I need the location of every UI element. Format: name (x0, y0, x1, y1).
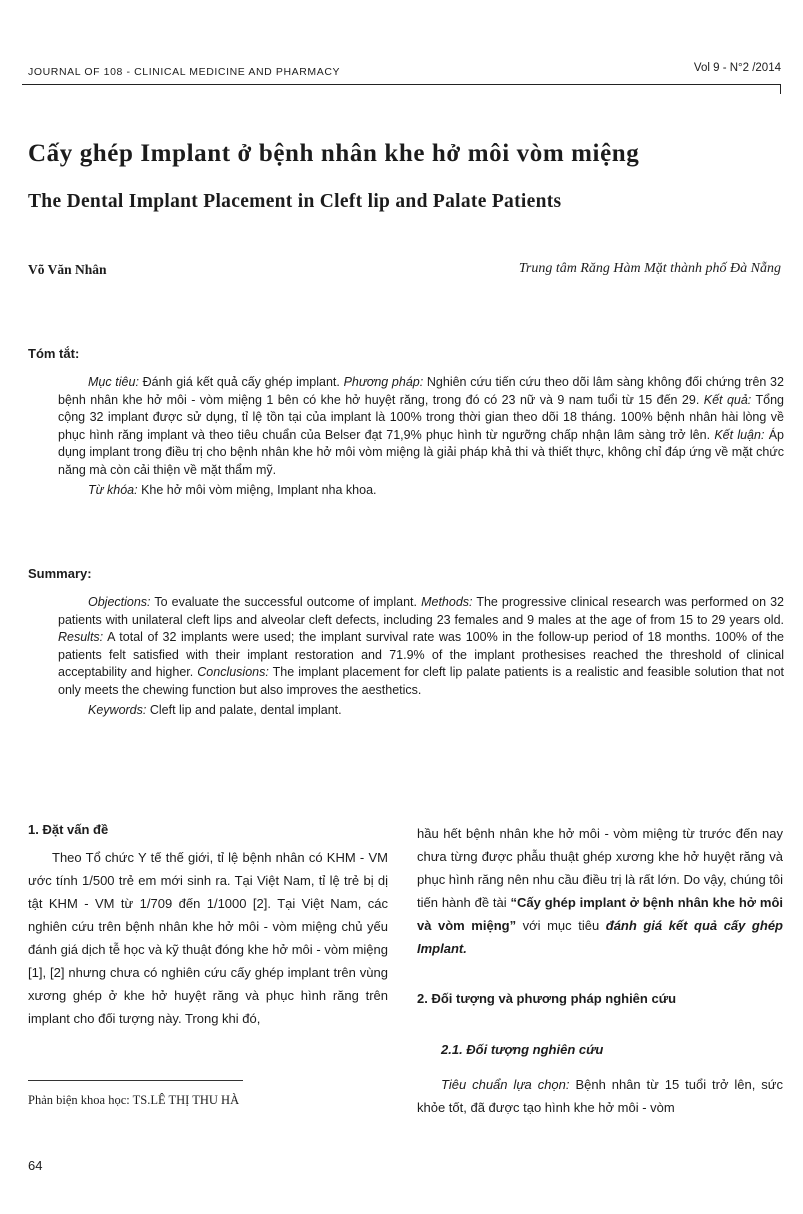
ketluan-text: Áp dụng implant trong điều trị cho bệnh nhân khe hở môi vòm miệng là giải pháp khả thi và thiết thực, không chỉ đáp ứng về mặt chức năng mà còn cải thiện về mặt thẩm mỹ. (58, 427, 784, 477)
tomtat-keywords (58, 482, 784, 500)
header-rule-tick (780, 84, 781, 94)
section1-paragraph: Theo Tổ chức Y tế thế giới, tỉ lệ bệnh nhân có KHM - VM ước tính 1/500 trẻ em mới sinh ra. Tại Việt Nam, tỉ lệ trẻ bị dị tật KHM - VM từ 1/709 đến 1/1000 [2]. Tại Việt Nam, các nghiên cứu trên bệnh nhân khe hở môi - vòm miệng chủ yếu đánh giá dịch tễ học và kỹ thuật đóng khe hở môi - vòm miệng [1], [2] nhưng chưa có nghiên cứu cấy ghép implant trên vùng xương ghép ở khe hở huyệt răng và phục hình răng trên implant cho đối tượng này. Trong khi đó, (28, 850, 388, 1026)
results-text: A total of 32 implants were used; the implant survival rate was 100% in the follow-up period of 18 months. 100% of the patients felt satisfied with their implant restoration and 71.9% of the implant prothesises reached the threshold of clinical acceptability and higher. (58, 630, 784, 680)
header-rule (22, 84, 781, 85)
tomtat-heading: Tóm tắt: (28, 346, 80, 361)
study-goal: đánh giá kết quả cấy ghép Implant. (417, 918, 783, 956)
muctieu-label: Mục tiêu: (88, 375, 139, 389)
right-column (417, 822, 783, 1119)
section1-body (28, 846, 388, 1030)
muctieu-text: Đánh giá kết quả cấy ghép implant. (142, 375, 340, 389)
tomtat-abstract (58, 374, 784, 499)
summary-abstract (58, 594, 784, 719)
reviewer-footnote: Phản biện khoa học: TS.LÊ THỊ THU HÀ (28, 1093, 240, 1107)
page-number: 64 (28, 1158, 43, 1173)
author-name: Võ Văn Nhân (28, 262, 107, 277)
author-affiliation: Trung tâm Răng Hàm Mặt thành phố Đà Nẵng (518, 261, 781, 276)
methods-text: The progressive clinical research was performed on 32 patients with unilateral cleft lips and alveolar cleft defects, including 23 females and 9 males at the age of from 15 to 29 years old. (58, 595, 784, 627)
criteria-paragraph (417, 1073, 783, 1119)
criteria-label: Tiêu chuẩn lựa chọn: (441, 1077, 570, 1092)
summary-body (58, 594, 784, 700)
objections-text: To evaluate the successful outcome of implant. (154, 595, 418, 609)
ketqua-label: Kết quả: (703, 392, 752, 407)
continuation-paragraph (417, 822, 783, 960)
phuongphap-label: Phương pháp: (343, 375, 424, 389)
continuation-text: hầu hết bệnh nhân khe hở môi - vòm miệng từ trước đến nay chưa từng được phẫu thuật ghép xương khe hở huyệt răng và phục hình răng nên nhu cầu điều trị là rất lớn. Do vậy, chúng tôi tiến hành đề tài (417, 826, 784, 910)
journal-name: JOURNAL OF 108 - CLINICAL MEDICINE AND PHARMACY (28, 66, 341, 78)
tukhoa-label: Từ khóa: (88, 482, 138, 497)
criteria-text: Bệnh nhân từ 15 tuổi trở lên, sức khỏe tốt, đã được tạo hình khe hở môi - vòm (417, 1077, 783, 1115)
ketqua-text: Tổng cộng 32 implant được sử dụng, tỉ lệ tồn tại của implant là 100% trong thời gian theo dõi 18 tháng. 100% bệnh nhân hài lòng về phục hình răng implant và theo tiêu chuẩn của Belser đạt 71,9% phục hình từ ngưỡng chấp nhận lâm sàng trở lên. (58, 392, 784, 442)
with-text: với mục tiêu (522, 918, 600, 933)
phuongphap-text: Nghiên cứu tiến cứu theo dõi lâm sàng không đối chứng trên 32 bệnh nhân khe hở môi - vòm miệng 1 bên có khe hở huyệt răng, trong đó có 23 nữ và 9 nam tuổi từ 15 đến 29. (58, 375, 784, 407)
keywords-text: Cleft lip and palate, dental implant. (149, 702, 342, 717)
keywords-label: Keywords: (88, 702, 147, 717)
section2-heading: 2. Đối tượng và phương pháp nghiên cứu (417, 991, 677, 1006)
footnote-rule (28, 1080, 243, 1081)
section1-heading: 1. Đặt vấn đề (28, 822, 109, 837)
study-title: “Cấy ghép implant ở bệnh nhân khe hở môi và vòm miệng” (417, 895, 783, 933)
title-vietnamese: Cấy ghép Implant ở bệnh nhân khe hở môi vòm miệng (28, 140, 640, 167)
methods-label: Methods: (421, 595, 473, 609)
conclusions-text: The implant placement for cleft lip palate patients is a realistic and feasible solution that not only meets the chewing function but also improves the aesthetics. (58, 665, 785, 697)
results-label: Results: (58, 630, 104, 645)
tomtat-body (58, 374, 784, 480)
objections-label: Objections: (88, 595, 151, 609)
tukhoa-text: Khe hở môi vòm miệng, Implant nha khoa. (141, 482, 377, 497)
summary-heading: Summary: (28, 566, 92, 581)
volume-issue: Vol 9 - N°2 /2014 (693, 62, 781, 74)
section21-heading: 2.1. Đối tượng nghiên cứu (441, 1042, 604, 1057)
ketluan-label: Kết luận: (714, 427, 765, 442)
conclusions-label: Conclusions: (197, 665, 269, 680)
title-english: The Dental Implant Placement in Cleft lip and Palate Patients (28, 191, 562, 212)
summary-keywords (58, 702, 784, 720)
